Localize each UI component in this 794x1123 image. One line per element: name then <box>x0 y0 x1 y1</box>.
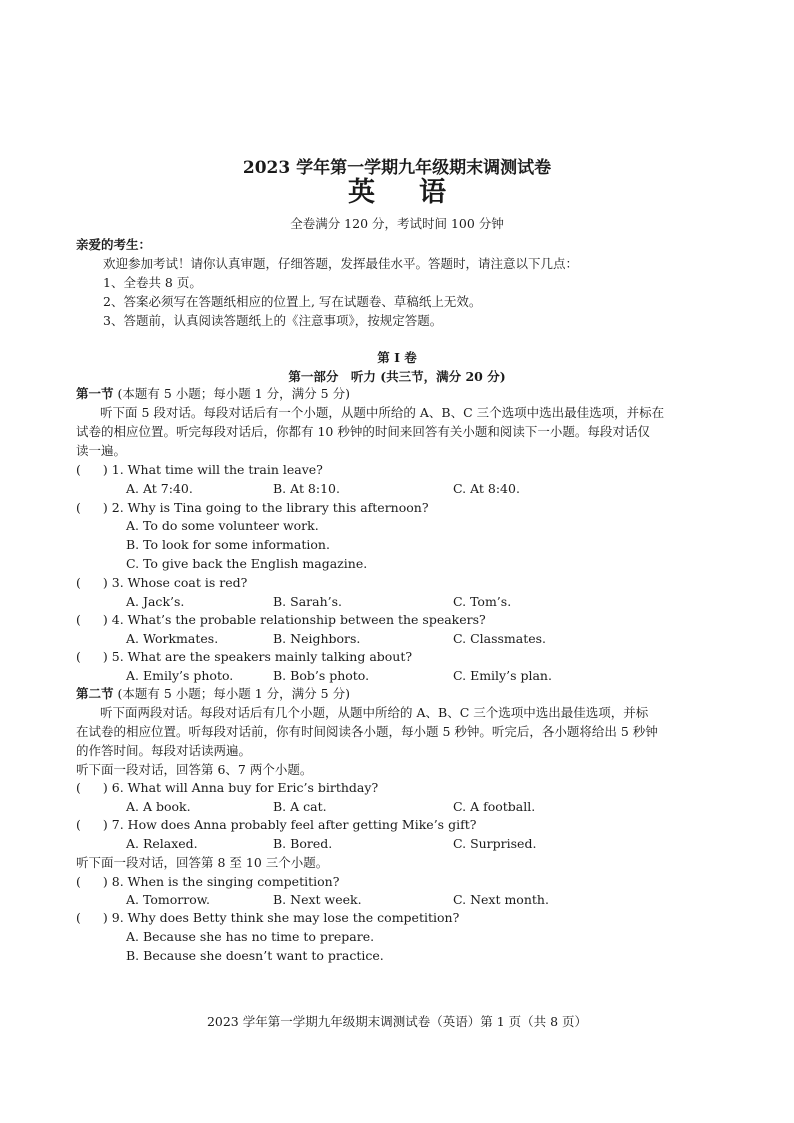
option-a: A. Workmates. <box>126 631 219 646</box>
question-stem: 7. How does Anna probably feel after getting Mike’s gift? <box>111 817 477 832</box>
option-b: B. A cat. <box>273 799 327 814</box>
option-c: C. A football. <box>453 799 536 814</box>
option-c: C. At 8:40. <box>453 481 520 496</box>
section1-instruction: 试卷的相应位置。听完每段对话后，你都有 10 秒钟的时间来回答有关小题和阅读下一小题。每段对话仅 <box>76 424 650 439</box>
option-a: A. At 7:40. <box>126 481 193 496</box>
option-b: B. Because she doesn’t want to practice. <box>126 948 384 963</box>
question-8: ( ) 8. When is the singing competition? <box>76 874 340 889</box>
option-a: A. Relaxed. <box>126 836 198 851</box>
section2-instruction: 的作答时间。每段对话读两遍。 <box>76 743 252 758</box>
notice-intro: 欢迎参加考试！请你认真审题，仔细答题，发挥最佳水平。答题时，请注意以下几点： <box>103 256 579 271</box>
score-info: 全卷满分 120 分，考试时间 100 分钟 <box>290 216 504 231</box>
section2-instruction: 在试卷的相应位置。听每段对话前，你有时间阅读各小题，每小题 5 秒钟。听完后，各小题将给出 5 秒钟 <box>76 724 658 739</box>
section2-header <box>76 686 350 702</box>
question-2: ( ) 2. Why is Tina going to the library this afternoon? <box>76 500 429 515</box>
option-b: B. Sarah’s. <box>273 594 342 609</box>
question-7: ( ) 7. How does Anna probably feel after getting Mike’s gift? <box>76 817 477 832</box>
option-b: B. Neighbors. <box>273 631 361 646</box>
volume-title: 第 I 卷 <box>377 350 417 365</box>
section1-instruction: 读一遍。 <box>76 443 127 458</box>
option-b: B. Next week. <box>273 892 362 907</box>
option-a: A. Emily’s photo. <box>126 668 234 683</box>
question-stem: 8. When is the singing competition? <box>111 874 340 889</box>
exam-title: 2023 学年第一学期九年级期末调测试卷 <box>242 158 552 178</box>
question-3: ( ) 3. Whose coat is red? <box>76 575 248 590</box>
part1-title: 第一部分 听力 (共三节，满分 20 分) <box>288 369 506 384</box>
option-b: B. At 8:10. <box>273 481 340 496</box>
option-c: C. Emily’s plan. <box>453 668 552 683</box>
question-stem: 6. What will Anna buy for Eric’s birthday? <box>111 780 379 795</box>
option-c: C. Classmates. <box>453 631 547 646</box>
notice-item: 3、答题前，认真阅读答题纸上的《注意事项》，按规定答题。 <box>103 313 443 328</box>
section2-title: 第二节 <box>76 686 114 701</box>
question-9: ( ) 9. Why does Betty think she may lose the competition? <box>76 910 460 925</box>
section1-instruction: 听下面 5 段对话。每段对话后有一个小题，从题中所给的 A、B、C 三个选项中选出最佳选项，并标在 <box>100 405 665 420</box>
notice-item: 1、全卷共 8 页。 <box>103 275 202 290</box>
option-c: C. Surprised. <box>453 836 537 851</box>
section1-header <box>76 386 350 402</box>
question-5: ( ) 5. What are the speakers mainly talking about? <box>76 649 413 664</box>
section2-info: (本题有 5 小题；每小题 1 分，满分 5 分) <box>117 686 350 701</box>
question-stem: 2. Why is Tina going to the library this afternoon? <box>111 500 429 515</box>
option-c: C. Next month. <box>453 892 549 907</box>
section1-info: (本题有 5 小题；每小题 1 分，满分 5 分) <box>117 386 350 401</box>
section2-instruction: 听下面两段对话。每段对话后有几个小题，从题中所给的 A、B、C 三个选项中选出最佳选项，并标 <box>100 705 649 720</box>
option-a: A. Jack’s. <box>126 594 185 609</box>
question-stem: 3. Whose coat is red? <box>111 575 248 590</box>
option-a: A. Because she has no time to prepare. <box>126 929 375 944</box>
option-b: B. To look for some information. <box>126 537 330 552</box>
option-a: A. To do some volunteer work. <box>126 518 319 533</box>
option-a: A. Tomorrow. <box>126 892 210 907</box>
option-c: C. Tom’s. <box>453 594 512 609</box>
question-stem: 1. What time will the train leave? <box>111 462 323 477</box>
option-b: B. Bob’s photo. <box>273 668 370 683</box>
dialogue-lead: 听下面一段对话，回答第 6、7 两个小题。 <box>76 762 313 777</box>
notice-item: 2、答案必须写在答题纸相应的位置上, 写在试题卷、草稿纸上无效。 <box>103 294 482 309</box>
option-a: A. A book. <box>126 799 191 814</box>
subject-title: 英语 <box>348 177 490 208</box>
question-stem: 4. What’s the probable relationship between the speakers? <box>111 612 486 627</box>
greeting: 亲爱的考生： <box>76 237 152 252</box>
dialogue-lead: 听下面一段对话，回答第 8 至 10 三个小题。 <box>76 855 329 870</box>
section1-title: 第一节 <box>76 386 114 401</box>
question-1: ( ) 1. What time will the train leave? <box>76 462 323 477</box>
question-stem: 9. Why does Betty think she may lose the competition? <box>111 910 460 925</box>
question-stem: 5. What are the speakers mainly talking about? <box>111 649 413 664</box>
page-footer: 2023 学年第一学期九年级期末调测试卷（英语）第 1 页（共 8 页） <box>206 1014 588 1029</box>
option-b: B. Bored. <box>273 836 333 851</box>
question-6: ( ) 6. What will Anna buy for Eric’s birthday? <box>76 780 379 795</box>
option-c: C. To give back the English magazine. <box>126 556 368 571</box>
question-4: ( ) 4. What’s the probable relationship between the speakers? <box>76 612 486 627</box>
